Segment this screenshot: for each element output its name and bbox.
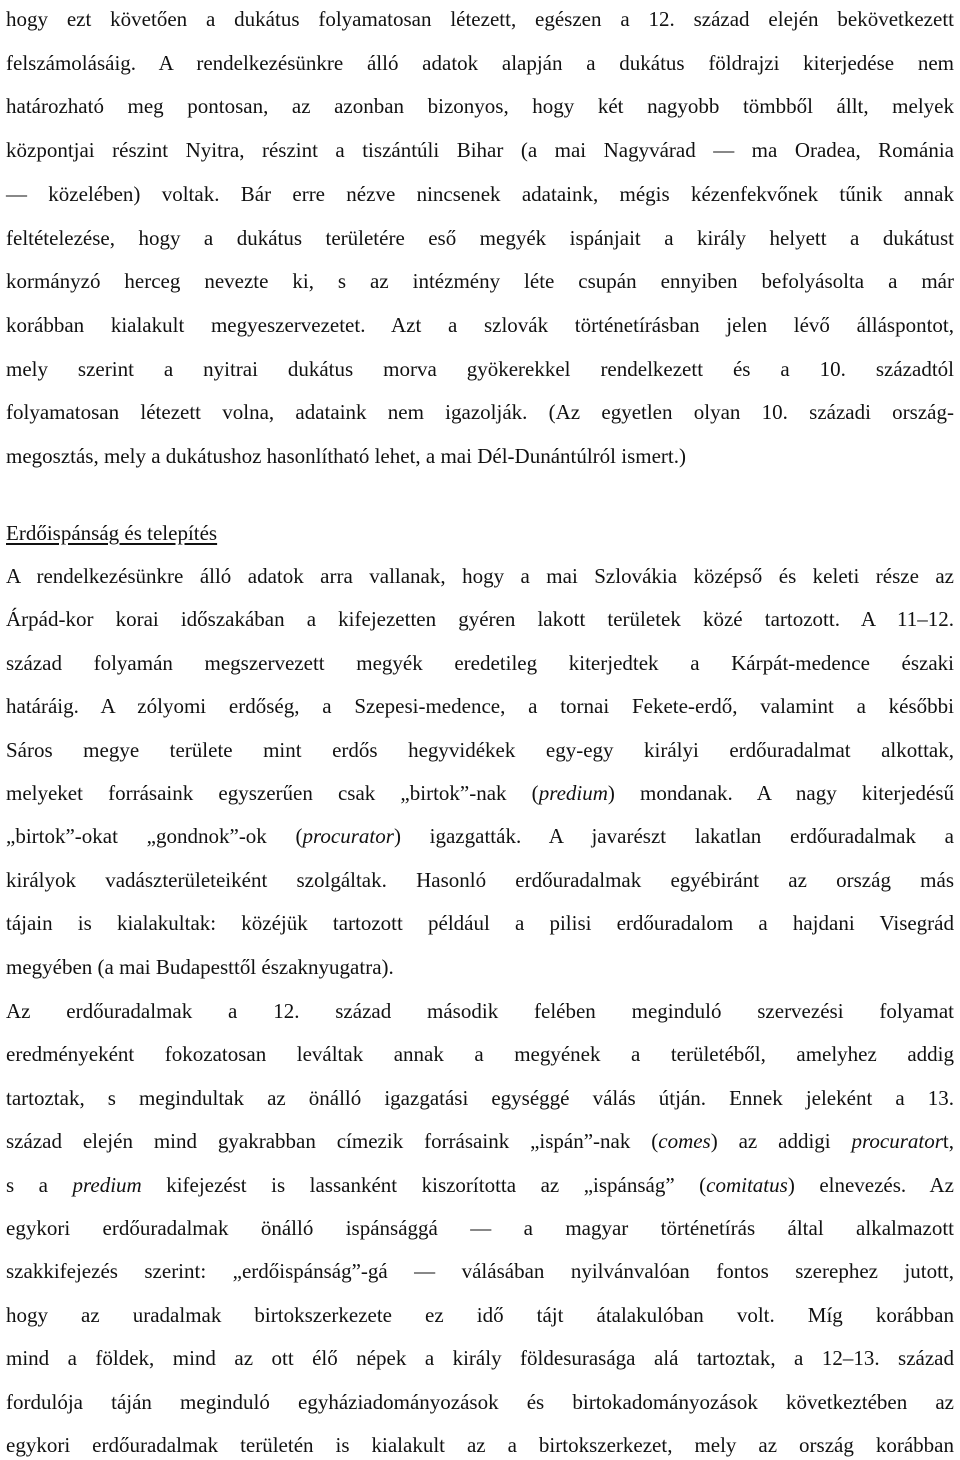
text-line: tájain is kialakultak: közéjük tartozott például a pilisi erdőuradalom a hajdani Visegrád (6, 911, 954, 936)
text-line: megyében (a mai Budapesttől északnyugatra). (6, 954, 394, 979)
text-line: feltételezése, hogy a dukátus területére eső megyék ispánjait a király helyett a dukátust (6, 225, 954, 250)
text-run: ) elnevezés. Az (787, 1172, 954, 1197)
text-line: eredményeként fokozatosan leváltak annak a megyének a területéből, amelyhez addig (6, 1042, 954, 1067)
text-line: mind a földek, mind az ott élő népek a király földesurasága alá tartoztak, a 12–13. század (6, 1346, 954, 1371)
text-line: korábban kialakult megyeszervezetet. Azt a szlovák történetírásban jelen lévő álláspontot, (6, 312, 954, 337)
text-line: központjai részint Nyitra, részint a tiszántúli Bihar (a mai Nagyvárad — ma Oradea, Románia (6, 138, 954, 163)
text-line: hogy ezt követően a dukátus folyamatosan létezett, egészen a 12. század elején bekövetkezett (6, 7, 954, 31)
text-line: század folyamán megszervezett megyék eredetileg kiterjedtek a Kárpát-medence északi (6, 650, 954, 675)
section-heading: Erdőispánság és telepítés (6, 521, 218, 545)
text-line: Sáros megye területe mint erdős hegyvidékek egy-egy királyi erdőuradalmat alkottak, (6, 737, 954, 762)
text-run: ) mondanak. A nagy kiterjedésű (607, 781, 954, 805)
text-line: határozható meg pontosan, az azonban bizonyos, hogy két nagyobb tömbből állt, melyek (6, 94, 954, 119)
text-line (6, 778, 954, 808)
text-line: — közelében) voltak. Bár erre nézve nincsenek adataink, mégis kézenfekvőnek tűnik annak (6, 181, 954, 206)
text-line: A rendelkezésünkre álló adatok arra vallanak, hogy a mai Szlovákia középső és keleti része az (6, 564, 954, 588)
text-line: hogy az uradalmak birtokszerkezete ez idő tájt átalakulóban volt. Míg korábban (6, 1302, 954, 1327)
text-line: egykori erdőuradalmak területén is kialakult az a birtokszerkezet, mely az ország korábban (6, 1433, 954, 1457)
text-line: Az erdőuradalmak a 12. század második felében meginduló szervezési folyamat (6, 999, 954, 1023)
text-line: megosztás, mely a dukátushoz hasonlítható lehet, a mai Dél-Dunántúlról ismert.) (6, 444, 686, 468)
text-run: kifejezést is lassanként kiszorította az „ispánság” ( (141, 1172, 707, 1197)
text-line (6, 1170, 954, 1200)
text-run: s a (6, 1172, 73, 1197)
text-run: század elején mind gyakrabban címezik forrásaink „ispán”-nak ( (6, 1129, 659, 1154)
text-run: melyeket forrásaink egyszerűen csak „birtok”-nak ( (6, 781, 539, 805)
text-run: ) az addigi (710, 1129, 852, 1154)
latin-term: procurator (851, 1129, 943, 1154)
text-line: kormányzó herceg nevezte ki, s az intézmény léte csupán ennyiben befolyásolta a már (6, 269, 954, 294)
text-line: szakkifejezés szerint: „erdőispánság”-gá — válásában nyilvánvalóan fontos szerephez jutott, (6, 1259, 954, 1284)
text-run: t, (942, 1129, 954, 1154)
latin-term: procurator (302, 824, 394, 849)
text-line (6, 821, 954, 851)
text-line: királyok vadászterületeiként szolgáltak. Hasonló erdőuradalmak egyébiránt az ország más (6, 867, 954, 892)
text-line: tartoztak, s megindultak az önálló igazgatási egységgé válás útján. Ennek jeleként a 13. (6, 1085, 954, 1110)
text-line: felszámolásáig. A rendelkezésünkre álló adatok alapján a dukátus földrajzi kiterjedése nem (6, 50, 954, 75)
text-run: „birtok”-okat „gondnok”-ok ( (6, 824, 303, 849)
latin-term: comes (658, 1129, 711, 1154)
latin-term: predium (538, 781, 608, 805)
text-line (6, 1126, 954, 1156)
text-line: Árpád-kor korai időszakában a kifejezetten gyéren lakott területek közé tartozott. A 11–12. (6, 607, 954, 632)
latin-term: comitatus (706, 1172, 788, 1197)
text-run: ) igazgatták. A javarészt lakatlan erdőuradalmak a (393, 824, 954, 849)
text-line: mely szerint a nyitrai dukátus morva gyökerekkel rendelkezett és a 10. századtól (6, 356, 954, 381)
text-line: folyamatosan létezett volna, adataink nem igazolják. (Az egyetlen olyan 10. századi ország- (6, 400, 954, 425)
latin-term: predium (72, 1172, 142, 1197)
text-line: határáig. A zólyomi erdőség, a Szepesi-medence, a tornai Fekete-erdő, valamint a későbbi (6, 694, 954, 719)
text-line: egykori erdőuradalmak önálló ispánsággá — a magyar történetírás által alkalmazott (6, 1216, 954, 1240)
text-line: fordulója táján meginduló egyháziadományozások és birtokadományozások következtében az (6, 1389, 954, 1414)
